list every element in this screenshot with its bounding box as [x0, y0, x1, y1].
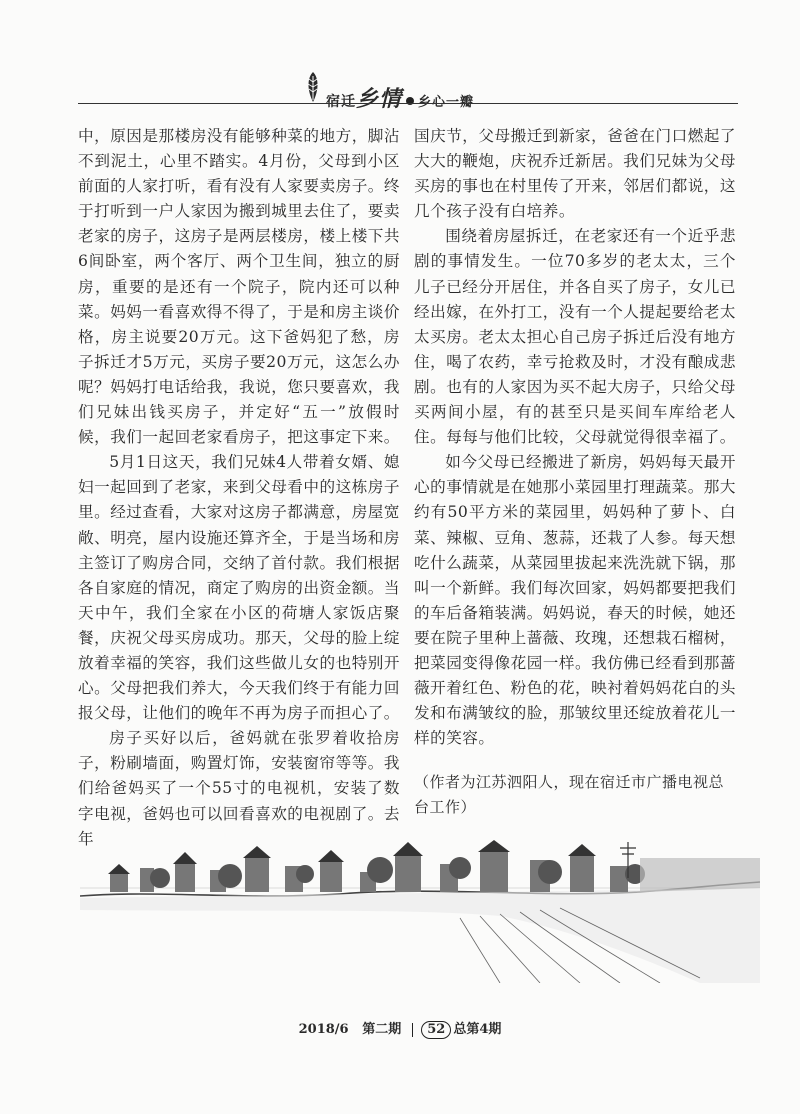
magazine-brand [326, 82, 474, 113]
right-column [414, 124, 736, 751]
page-number: 52 [421, 1021, 451, 1039]
paragraph: 房子买好以后，爸妈就在张罗着收拾房子，粉刷墙面，购置灯饰，安装窗帘等等。我们给爸妈买了一个55寸的电视机，安装了数字电视，爸妈也可以回看喜欢的电视剧了。去年 [78, 729, 400, 848]
paragraph: 国庆节，父母搬迁到新家，爸爸在门口燃起了大大的鞭炮，庆祝乔迁新居。我们兄妹为父母买房的事也在村里传了开来，邻居们都说，这几个孩子没有白培养。 [414, 127, 736, 221]
left-column [78, 124, 400, 852]
footer-divider [412, 1023, 414, 1037]
paragraph: 中，原因是那楼房没有能够种菜的地方，脚沾不到泥土，心里不踏实。4月份，父母到小区前面的人家打听，看有没有人家要卖房子。终于打听到一户人家因为搬到城里去住了，要卖老家的房子，这房子是两层楼房，楼上楼下共6间卧室，两个客厅、两个卫生间，独立的厨房，重要的是还有一个院子，院内还可以种菜。妈妈一看喜欢得不得了，于是和房主谈价格，房主说要20万元。这下爸妈犯了愁，房子拆迁才5万元，买房子要20万元，这怎么办呢？妈妈打电话给我，我说，您只要喜欢，我们兄妹出钱买房子，并定好“五一”放假时候，我们一起回老家看房子，把这事定下来。 [78, 127, 400, 447]
issue-date: 2018/6 [298, 1022, 349, 1037]
issue-number: 第二期 [362, 1022, 402, 1037]
page-footer [0, 1018, 800, 1039]
village-sketch-illustration [80, 838, 760, 983]
paragraph: 围绕着房屋拆迁，在老家还有一个近乎悲剧的事情发生。一位70多岁的老太太，三个儿子已经分开居住，并各自买了房子，女儿已经出嫁，在外打工，没有一个人提起要给老太太买房。老太太担心自己房子拆迁后没有地方住，喝了农药，幸亏抢救及时，才没有酿成悲剧。也有的人家因为买不起大房子，只给父母买两间小屋，有的甚至只是买间车库给老人住。每每与他们比较，父母就觉得很幸福了。 [414, 227, 736, 447]
header-rule [78, 103, 738, 104]
paragraph: 5月1日这天，我们兄妹4人带着女婿、媳妇一起回到了老家，来到父母看中的这栋房子里。经过查看，大家对这房子都满意，房屋宽敞、明亮，屋内设施还算齐全，于是当场和房主签订了购房合同，交纳了首付款。我们根据各自家庭的情况，商定了购房的出资金额。当天中午，我们全家在小区的荷塘人家饭店聚餐，庆祝父母买房成功。那天，父母的脸上绽放着幸福的笑容，我们这些做儿女的也特别开心。父母把我们养大，今天我们终于有能力回报父母，让他们的晚年不再为房子而担心了。 [78, 453, 400, 723]
brand-big: 乡情 [356, 87, 403, 112]
total-issue: 总第4期 [453, 1022, 502, 1037]
brand-small: 宿迁 [326, 94, 356, 110]
section-name: 乡心一瓣 [418, 95, 475, 110]
author-note: （作者为江苏泗阳人，现在宿迁市广播电视总台工作） [414, 773, 725, 816]
wheat-logo-icon [303, 70, 323, 104]
paragraph: 如今父母已经搬进了新房，妈妈每天最开心的事情就是在她那小菜园里打理蔬菜。那大约有50平方米的菜园里，妈妈种了萝卜、白菜、辣椒、豆角、葱蒜，还栽了人参。每天想吃什么蔬菜，从菜园里拔起来洗洗就下锅，那叫一个新鲜。我们每次回家，妈妈都要把我们的车后备箱装满。妈妈说，春天的时候，她还要在院子里种上蔷薇、玫瑰，还想栽石榴树，把菜园变得像花园一样。我仿佛已经看到那蔷薇开着红色、粉色的花，映衬着妈妈花白的头发和布满皱纹的脸，那皱纹里还绽放着花儿一样的笑容。 [414, 453, 736, 748]
page-header [0, 0, 800, 110]
